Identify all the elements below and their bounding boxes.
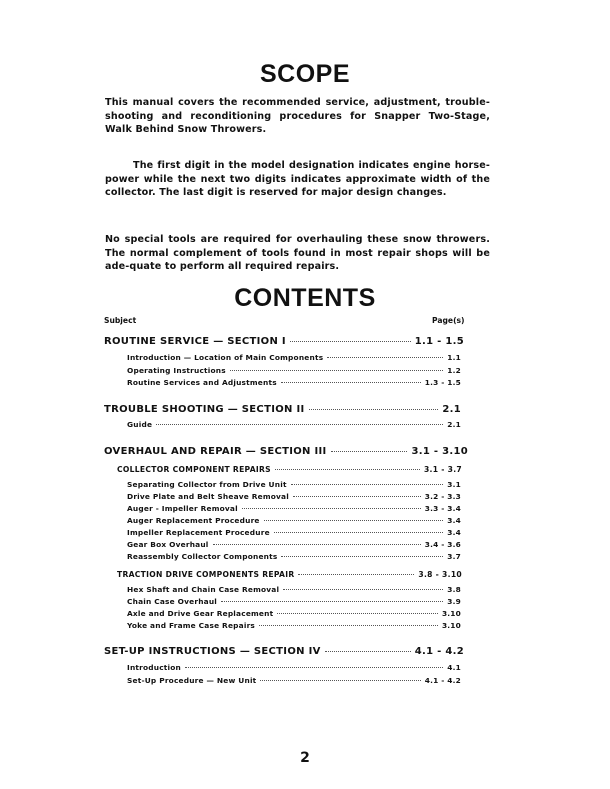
toc-entry (127, 609, 461, 618)
dot-leader (293, 495, 421, 497)
toc-section-routine-service (104, 336, 464, 347)
dot-leader (274, 531, 444, 533)
toc-entry-page: 3.1 - 3.7 (423, 465, 462, 474)
toc-entry-label: TRACTION DRIVE COMPONENTS REPAIR (117, 570, 295, 579)
toc-section-trouble-shooting (104, 404, 461, 415)
toc-entry (127, 480, 461, 489)
toc-subsection-collector (117, 465, 462, 474)
toc-entry (127, 663, 461, 672)
toc-entry-label: Impeller Replacement Procedure (127, 528, 270, 537)
dot-leader (327, 356, 443, 358)
dot-leader (291, 483, 444, 485)
toc-entry-label: Set-Up Procedure — New Unit (127, 676, 257, 685)
dot-leader (264, 519, 444, 521)
toc-entry-label: Hex Shaft and Chain Case Removal (127, 585, 280, 594)
scope-paragraph-2: The first digit in the model designation indicates engine horse-power while the next two digits indicates approximate width of the collector. The last digit is reserved for major design changes. (105, 160, 490, 199)
toc-entry-page: 3.10 (441, 609, 461, 618)
toc-entry-page: 3.4 - 3.6 (424, 540, 461, 549)
dot-leader (283, 588, 443, 590)
toc-entry-label: SET-UP INSTRUCTIONS — SECTION IV (104, 646, 321, 657)
toc-entry (127, 621, 461, 630)
toc-entry-page: 4.1 - 4.2 (424, 676, 461, 685)
dot-leader (309, 408, 439, 410)
toc-entry (127, 597, 461, 606)
toc-entry (127, 366, 461, 375)
toc-entry-page: 3.8 - 3.10 (418, 570, 462, 579)
toc-entry-page: 3.3 - 3.4 (424, 504, 461, 513)
toc-entry-label: Separating Collector from Drive Unit (127, 480, 287, 489)
toc-entry-page: 3.1 (447, 480, 461, 489)
toc-entry-label: Auger Replacement Procedure (127, 516, 260, 525)
scope-paragraph-3: No special tools are required for overhauling these snow throwers. The normal complement of tools found in most repair shops will be ade-quate to perform all required repairs. (105, 234, 490, 273)
contents-title: CONTENTS (234, 284, 376, 312)
dot-leader (281, 555, 443, 557)
toc-entry (127, 492, 461, 501)
toc-entry-page: 4.1 (447, 663, 461, 672)
dot-leader (221, 600, 443, 602)
toc-entry-label: Guide (127, 420, 153, 429)
toc-entry-label: ROUTINE SERVICE — SECTION I (104, 336, 286, 347)
toc-entry-label: Drive Plate and Belt Sheave Removal (127, 492, 289, 501)
toc-entry-page: 3.9 (447, 597, 461, 606)
toc-entry-label: Introduction — Location of Main Components (127, 353, 324, 362)
toc-entry (127, 676, 461, 685)
toc-entry (127, 552, 461, 561)
toc-entry-page: 2.1 (447, 420, 461, 429)
dot-leader (298, 573, 414, 575)
toc-entry (127, 420, 461, 429)
dot-leader (242, 507, 421, 509)
dot-leader (213, 543, 421, 545)
toc-subsection-traction-drive (117, 570, 462, 579)
toc-entry (127, 540, 461, 549)
dot-leader (185, 666, 443, 668)
dot-leader (259, 624, 438, 626)
dot-leader (156, 423, 443, 425)
toc-entry-label: Routine Services and Adjustments (127, 378, 277, 387)
toc-entry (127, 378, 461, 387)
toc-entry-page: 3.7 (447, 552, 461, 561)
toc-entry-page: 1.2 (447, 366, 461, 375)
toc-entry-page: 3.8 (447, 585, 461, 594)
dot-leader (331, 450, 408, 452)
dot-leader (275, 468, 420, 470)
pages-column-header: Page(s) (432, 316, 465, 325)
toc-entry-page: 4.1 - 4.2 (414, 646, 464, 657)
dot-leader (325, 650, 411, 652)
toc-entry-label: Reassembly Collector Components (127, 552, 278, 561)
scope-title: SCOPE (259, 60, 351, 88)
toc-entry-label: Chain Case Overhaul (127, 597, 218, 606)
page-number: 2 (300, 750, 310, 766)
toc-entry-label: TROUBLE SHOOTING — SECTION II (104, 404, 305, 415)
dot-leader (230, 369, 443, 371)
toc-entry-page: 1.3 - 1.5 (424, 378, 461, 387)
toc-section-set-up-instructions (104, 646, 464, 657)
toc-entry-page: 3.4 (447, 528, 461, 537)
toc-entry-label: Operating Instructions (127, 366, 226, 375)
dot-leader (260, 679, 420, 681)
toc-entry-page: 3.10 (441, 621, 461, 630)
toc-entry-page: 3.2 - 3.3 (424, 492, 461, 501)
toc-entry (127, 528, 461, 537)
toc-entry (127, 516, 461, 525)
toc-entry-label: Auger - Impeller Removal (127, 504, 238, 513)
toc-entry-page: 3.1 - 3.10 (411, 446, 468, 457)
toc-entry (127, 504, 461, 513)
toc-entry-page: 1.1 - 1.5 (414, 336, 464, 347)
toc-entry-page: 1.1 (447, 353, 461, 362)
toc-entry-label: Gear Box Overhaul (127, 540, 209, 549)
toc-entry (127, 353, 461, 362)
toc-entry-page: 3.4 (447, 516, 461, 525)
subject-column-header: Subject (104, 316, 137, 325)
dot-leader (290, 340, 411, 342)
dot-leader (277, 612, 438, 614)
toc-entry-label: Yoke and Frame Case Repairs (127, 621, 256, 630)
toc-entry-label: Introduction (127, 663, 182, 672)
toc-entry-label: OVERHAUL AND REPAIR — SECTION III (104, 446, 327, 457)
toc-entry-label: COLLECTOR COMPONENT REPAIRS (117, 465, 271, 474)
scope-paragraph-1: This manual covers the recommended service, adjustment, trouble-shooting and reconditioning procedures for Snapper Two-Stage, Walk Behind Snow Throwers. (105, 97, 490, 136)
toc-entry-page: 2.1 (442, 404, 461, 415)
toc-entry-label: Axle and Drive Gear Replacement (127, 609, 274, 618)
toc-entry (127, 585, 461, 594)
dot-leader (281, 381, 421, 383)
toc-section-overhaul-and-repair (104, 446, 468, 457)
